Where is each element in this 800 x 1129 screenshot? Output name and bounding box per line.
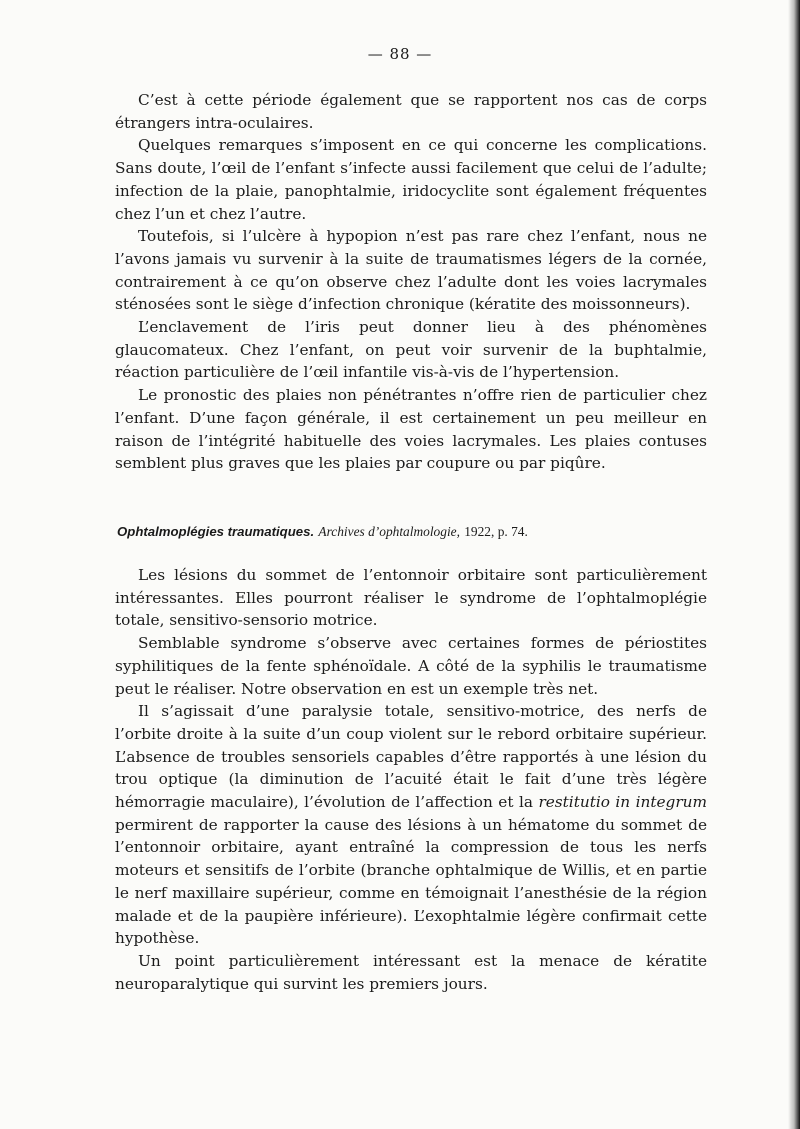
journal-reference: 1922, p. 74.	[464, 524, 528, 539]
page-edge-shadow	[788, 0, 800, 1129]
paragraph-semblable-syndrome: Semblable syndrome s’observe avec certaines formes de périostites syphilitiques de la fente sphénoïdale. A côté de la syphilis le traumatisme peut le réaliser. Notre observation en est un exemple très net.	[115, 634, 707, 698]
observation-text-start: Il s’agissait d’une paralysie totale, sensitivo-motrice, des nerfs de l’orbite droite à la suite d’un coup violent sur le rebord orbitaire supérieur. L’absence de troubles sensoriels capables d’être rapportés à une lésion du trou optique (la diminution de l’acuité était le fait d’une très légère hémorragie maculaire), l’évolution de l’affection et la	[115, 702, 707, 812]
paragraph-keratite: Un point particulièrement intéressant est la menace de kératite neuroparalytique qui survint les premiers jours.	[115, 951, 707, 993]
observation-latin-phrase: restitutio in integrum	[538, 793, 707, 812]
section-heading	[117, 522, 707, 543]
top-text-block	[115, 89, 707, 475]
paragraph-enclavement-iris: L’enclavement de l’iris peut donner lieu à des phénomènes glaucomateux. Chez l’enfant, on peut voir survenir de la buphtalmie, réaction particulière de l’œil infantile vis-à-vis de l’hypertension.	[115, 318, 707, 382]
paragraph-lesions-sommet: Les lésions du sommet de l’entonnoir orbitaire sont particulièrement intéressantes. Elles pourront réaliser le syndrome de l’ophtalmoplégie totale, sensitivo-sensorio motrice.	[115, 566, 707, 630]
page-number: — 88 —	[367, 45, 433, 63]
section-title: Ophtalmoplégies traumatiques.	[117, 524, 315, 539]
paragraph-ulcere-hypopion: Toutefois, si l’ulcère à hypopion n’est pas rare chez l’enfant, nous ne l’avons jamais vu survenir à la suite de traumatismes légers de la cornée, contrairement à ce qu’on observe chez l’adulte dont les voies lacrymales sténosées sont le siège d’infection chronique (kératite des moissonneurs).	[115, 227, 707, 314]
paragraph-complications: Quelques remarques s’imposent en ce qui concerne les complications. Sans doute, l’œil de l’enfant s’infecte aussi facilement que celui de l’adulte; infection de la plaie, panophtalmie, iridocyclite sont également fréquentes chez l’un et chez l’autre.	[115, 136, 707, 223]
paragraph-pronostic: Le pronostic des plaies non pénétrantes n’offre rien de particulier chez l’enfant. D’une façon générale, il est certainement un peu meilleur en raison de l’intégrité habituelle des voies lacrymales. Les plaies contuses semblent plus graves que les plaies par coupure ou par piqûre.	[115, 386, 707, 473]
observation-text-end: permirent de rapporter la cause des lésions à un hématome du sommet de l’entonnoir orbitaire, ayant entraîné la compression de tous les nerfs moteurs et sensitifs de l’orbite (branche ophtalmique de Willis, et en partie le nerf maxillaire supérieur, comme en témoignait l’anesthésie de la région malade et de la paupière inférieure). L’exophtalmie légère confirmait cette hypothèse.	[115, 815, 707, 948]
paragraph-observation	[115, 700, 707, 950]
bottom-text-block	[115, 564, 707, 995]
journal-name: Archives d’ophtalmologie,	[318, 524, 460, 539]
paragraph-corps-etrangers: C’est à cette période également que se rapportent nos cas de corps étrangers intra-oculaires.	[115, 91, 707, 132]
